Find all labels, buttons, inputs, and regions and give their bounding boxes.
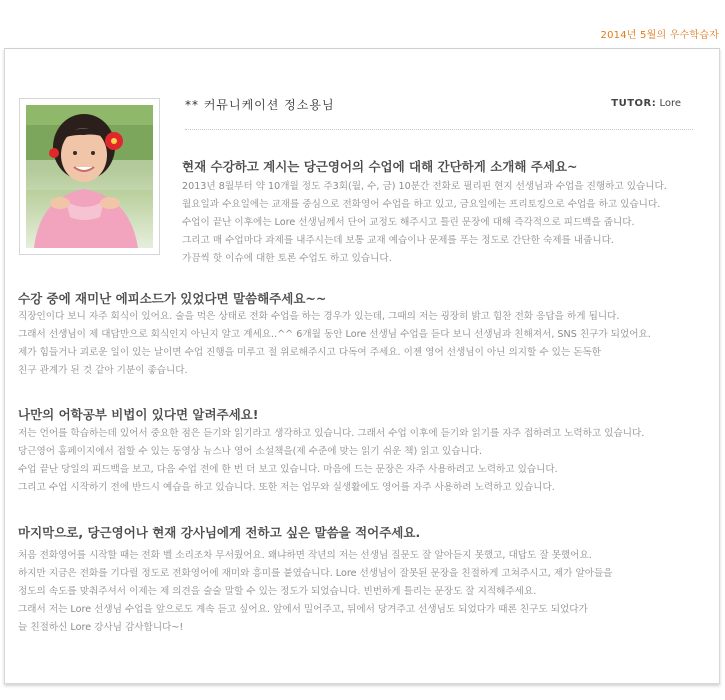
answer-2-line: 그래서 선생님이 제 대답만으로 회식인지 아닌지 알고 계세요..^^ 6개월 동안 Lore 선생님 수업을 듣다 보니 선생님과 친해져서, SNS 친구가 되었어요. [18,329,651,340]
answer-4-line: 그래서 저는 Lore 선생님 수업을 앞으로도 계속 듣고 싶어요. 앞에서 밀어주고, 뒤에서 당겨주고 선생님도 되었다가 때론 친구도 되었다가 [18,604,588,615]
answer-1-line: 가끔씩 핫 이슈에 대한 토론 수업도 하고 있습니다. [182,253,392,264]
question-3: 나만의 어학공부 비법이 있다면 알려주세요! [18,407,259,422]
answer-3-line: 그리고 수업 시작하기 전에 반드시 예습을 하고 있습니다. 또한 저는 업무와 실생활에도 영어를 자주 사용하려 노력하고 있습니다. [18,482,555,493]
answer-3-line: 저는 언어를 학습하는데 있어서 중요한 점은 듣기와 읽기라고 생각하고 있습니다. 그래서 수업 이후에 듣기와 읽기를 자주 접하려고 노력하고 있습니다. [18,428,645,439]
question-2: 수강 중에 재미난 에피소드가 있었다면 말씀해주세요~~ [18,291,327,306]
tutor-label: TUTOR: [611,98,657,109]
tutor-name: Lore [659,98,681,109]
answer-3 [18,425,644,497]
answer-4 [18,547,613,637]
tutor-info [611,98,681,109]
top-bar [0,0,725,48]
answer-3-line: 수업 끝난 당일의 피드백을 보고, 다음 수업 전에 한 번 더 보고 있습니다. 마음에 드는 문장은 자주 사용하려고 노력하고 있습니다. [18,464,558,475]
answer-4-line: 처음 전화영어를 시작할 때는 전화 벨 소리조차 무서웠어요. 왜냐하면 작년의 저는 선생님 질문도 잘 알아듣지 못했고, 대답도 잘 못했어요. [18,550,592,561]
answer-2-line: 직장인이다 보니 자주 회식이 있어요. 술을 먹은 상태로 전화 수업을 하는 경우가 있는데, 그때의 저는 굉장히 밝고 힘찬 전화 응답을 하게 됩니다. [18,311,620,322]
dotted-divider [185,129,693,130]
answer-1 [182,178,667,268]
question-1: 현재 수강하고 계시는 당근영어의 수업에 대해 간단하게 소개해 주세요~ [182,159,578,174]
learner-portrait-image [26,105,153,248]
answer-2-line: 친구 관계가 된 것 같아 기분이 좋습니다. [18,365,188,376]
answer-4-line: 하지만 지금은 전화를 기다릴 정도로 전화영어에 재미와 흥미를 붙였습니다. Lore 선생님이 잘못된 문장을 친절하게 고쳐주시고, 제가 알아들을 [18,568,613,579]
learner-photo [26,105,153,248]
answer-1-line: 수업이 끝난 이후에는 Lore 선생님께서 단어 교정도 해주시고 틀린 문장에 대해 즉각적으로 피드백을 줍니다. [182,217,635,228]
answer-3-line: 당근영어 홈페이지에서 접할 수 있는 동영상 뉴스나 영어 소설책을(제 수준에 맞는 읽기 쉬운 책) 읽고 있습니다. [18,446,483,457]
answer-2 [18,308,651,380]
course-title: ** 커뮤니케이션 정소용님 [185,98,335,112]
month-label: 2014년 5월의 우수학습자 [600,30,719,41]
learner-interview-card [4,48,720,684]
answer-1-line: 2013년 8월부터 약 10개월 정도 주3회(월, 수, 금) 10분간 전화로 필리핀 현지 선생님과 수업을 진행하고 있습니다. [182,181,667,192]
answer-4-line: 늘 친절하신 Lore 강사님 감사합니다~! [18,622,184,633]
answer-4-line: 정도의 속도를 맞춰주셔서 이제는 제 의견을 술술 말할 수 있는 정도가 되었습니다. 빈번하게 틀리는 문장도 잘 지적해주세요. [18,586,537,597]
question-4: 마지막으로, 당근영어나 현재 강사님에게 전하고 싶은 말씀을 적어주세요. [18,525,421,540]
learner-photo-frame [19,98,160,255]
answer-1-line: 월요일과 수요일에는 교재를 중심으로 전화영어 수업을 하고 있고, 금요일에는 프리토킹으로 수업을 하고 있습니다. [182,199,661,210]
answer-1-line: 그리고 매 수업마다 과제를 내주시는데 보통 교재 예습이나 문제를 푸는 정도로 간단한 숙제를 내줍니다. [182,235,614,246]
answer-2-line: 제가 힘들거나 괴로운 일이 있는 날이면 수업 진행을 미루고 절 위로해주시고 다독여 주세요. 이젠 영어 선생님이 아닌 의지할 수 있는 돈독한 [18,347,602,358]
